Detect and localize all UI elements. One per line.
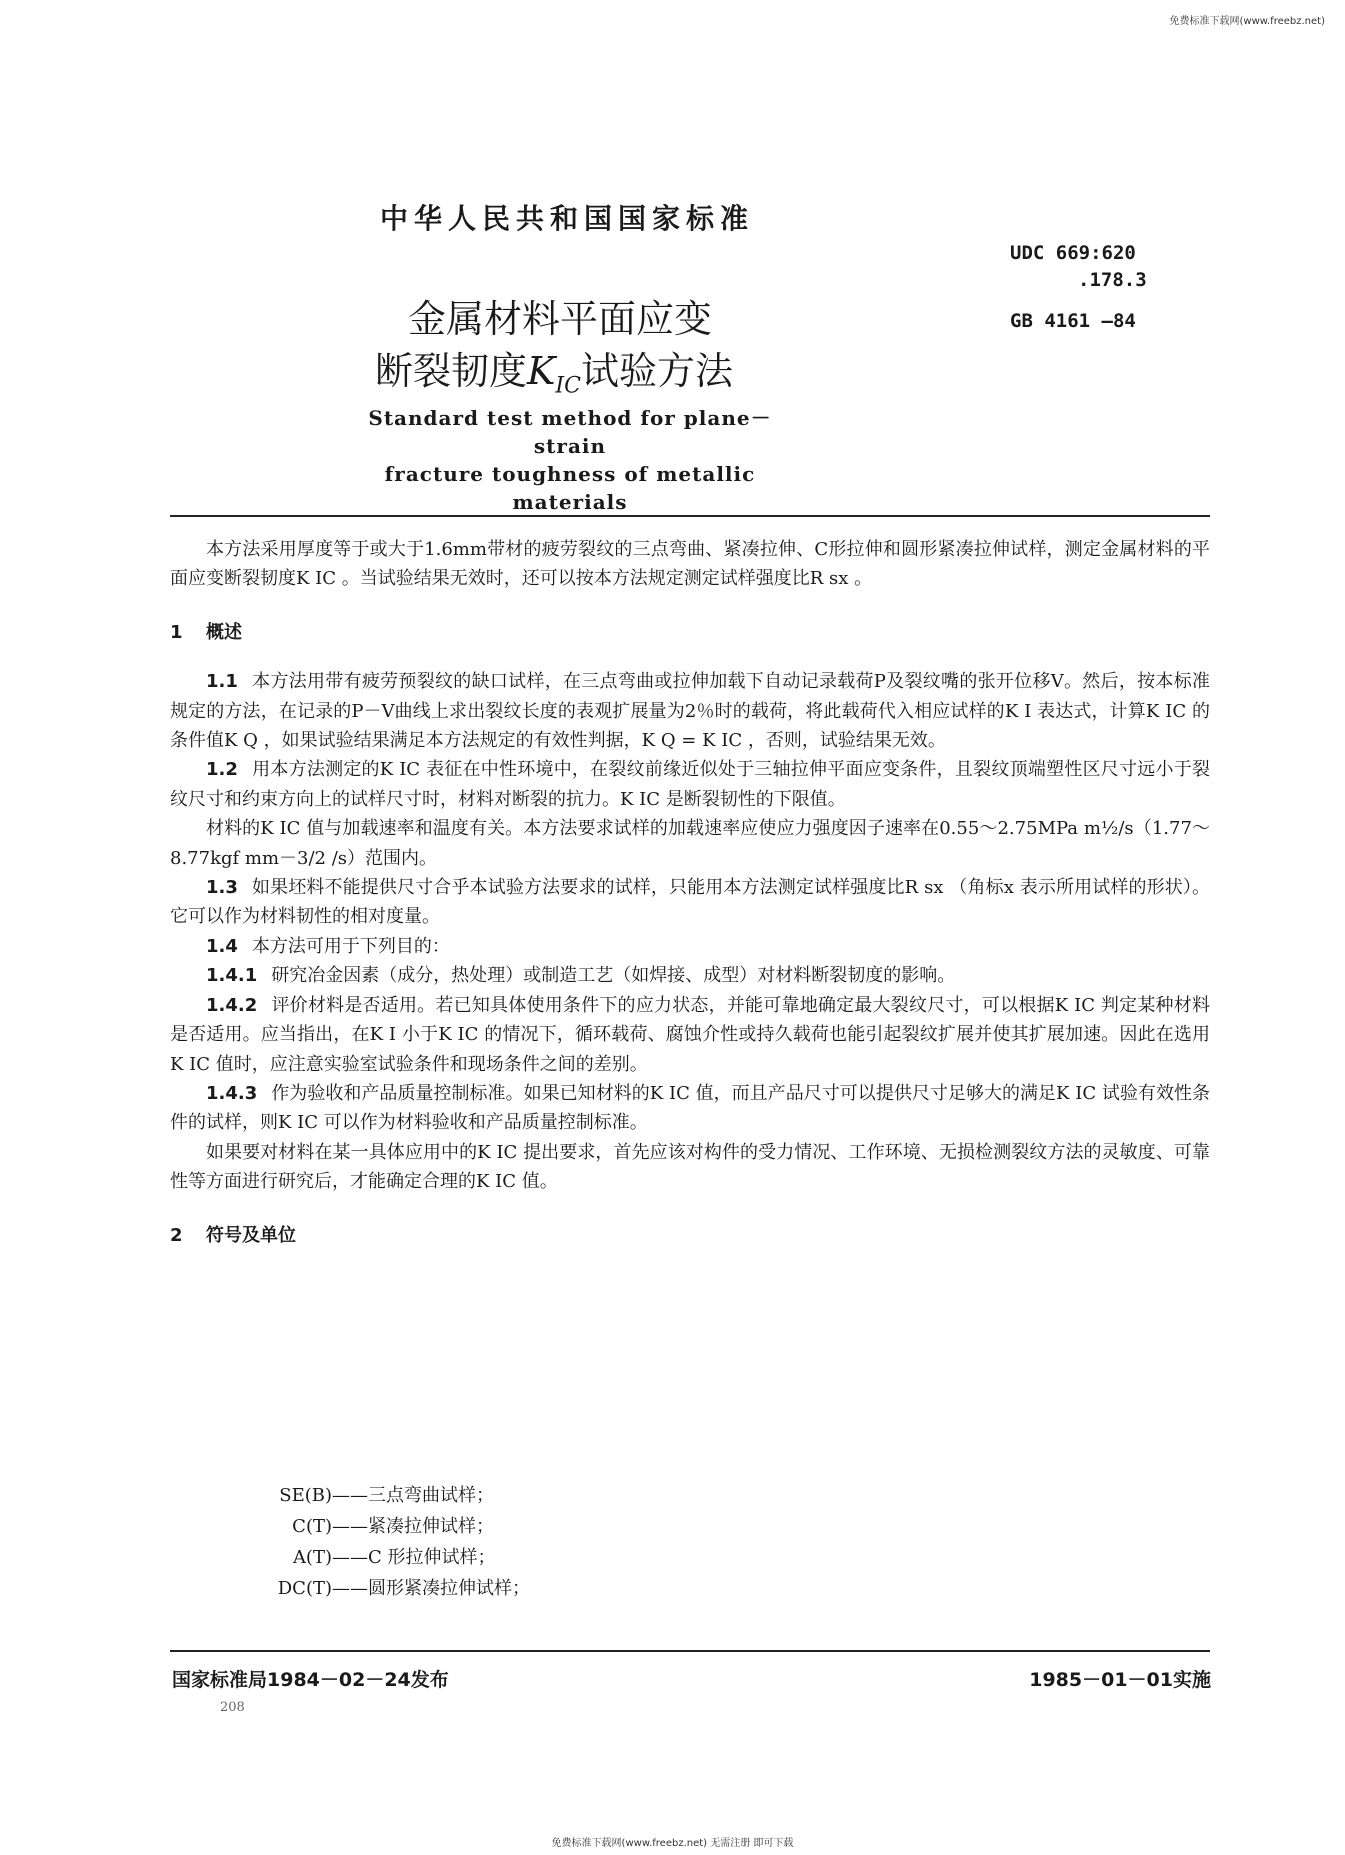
footer-divider (170, 1650, 1210, 1652)
section-1-title: 概述 (206, 621, 242, 643)
udc-code (1010, 240, 1147, 294)
symbol-item: SE(B)——三点弯曲试样； (279, 1485, 494, 1506)
clause-1-1: 1.1 本方法用带有疲劳预裂纹的缺口试样，在三点弯曲或拉伸加载下自动记录载荷P及裂纹嘴的张开位移V。然后，按本标准规定的方法，在记录的P－V曲线上求出裂纹长度的表观扩展量为2％时的载荷，将此载荷代入相应试样的K I 表达式，计算K IC 的条件值K Q ，如果试验结果满足本方法规定的有效性判据，K Q = K IC ，否则，试验结果无效。 (170, 671, 1210, 752)
title-line-2 (375, 340, 733, 399)
clause-1-4-3: 1.4.3 作为验收和产品质量控制标准。如果已知材料的K IC 值，而且产品尺寸可以提供尺寸足够大的满足K IC 试验有效性条件的试样，则K IC 可以作为材料验收和产品质量控制标准。 (170, 1082, 1210, 1134)
clause-1-2-continued: 材料的K IC 值与加载速率和温度有关。本方法要求试样的加载速率应使应力强度因子速率在0.55～2.75MPa m½/s（1.77～8.77kgf mm－3/2 /s）范围内。 (170, 818, 1210, 869)
country-standard-heading: 中华人民共和国国家标准 (380, 202, 755, 235)
symbol-item: A(T)——C 形拉伸试样； (292, 1547, 496, 1568)
page-number: 208 (220, 1700, 245, 1715)
clause-1-3: 1.3 如果坯料不能提供尺寸合乎本试验方法要求的试样，只能用本方法测定试样强度比R sx （角标x 表示所用试样的形状）。它可以作为材料韧性的相对度量。 (170, 877, 1210, 928)
issue-date: 国家标准局1984－02－24发布 (172, 1669, 449, 1691)
title-kic-symbol: $K_{IC}$ (527, 349, 581, 399)
section-2-number: 2 (170, 1224, 183, 1246)
section-1-number: 1 (170, 621, 183, 643)
english-title-line-1: Standard test method for plane－strain (368, 406, 772, 458)
section-1-heading (170, 618, 1210, 647)
clause-1-4-3-continued: 如果要对材料在某一具体应用中的K IC 提出要求，首先应该对构件的受力情况、工作环境、无损检测裂纹方法的灵敏度、可靠性等方面进行研究后，才能确定合理的K IC 值。 (170, 1141, 1210, 1193)
section-2-title: 符号及单位 (206, 1224, 296, 1246)
watermark-top: 免费标准下载网(www.freebz.net) (1169, 16, 1325, 27)
clause-1-4-1: 1.4.1 研究冶金因素（成分，热处理）或制造工艺（如焊接、成型）对材料断裂韧度的影响。 (206, 965, 956, 987)
title-line-1: 金属材料平面应变 (408, 297, 713, 341)
section-2-heading (170, 1221, 1210, 1250)
intro-paragraph: 本方法采用厚度等于或大于1.6mm带材的疲劳裂纹的三点弯曲、紧凑拉伸、C形拉伸和圆形紧凑拉伸试样，测定金属材料的平面应变断裂韧度K IC 。当试验结果无效时，还可以按本方法规定测定试样强度比R sx 。 (170, 539, 1210, 590)
udc-line-1: UDC 669:620 (1010, 242, 1136, 264)
symbol-item: C(T)——紧凑拉伸试样； (292, 1516, 494, 1537)
clause-1-4: 1.4 本方法可用于下列目的： (206, 935, 450, 957)
title-line-2-pre: 断裂韧度 (375, 349, 528, 393)
document-body (170, 535, 1210, 1270)
clause-1-2: 1.2 用本方法测定的K IC 表征在中性环境中，在裂纹前缘近似处于三轴拉伸平面应变条件，且裂纹顶端塑性区尺寸远小于裂纹尺寸和约束方向上的试样尺寸时，材料对断裂的抗力。K IC 是断裂韧性的下限值。 (170, 759, 1210, 810)
clause-1-4-2: 1.4.2 评价材料是否适用。若已知具体使用条件下的应力状态，并能可靠地确定最大裂纹尺寸，可以根据K IC 判定某种材料是否适用。应当指出，在K I 小于K IC 的情况下，循环载荷、腐蚀介性或持久载荷也能引起裂纹扩展并使其扩展加速。因此在选用K IC 值时，应注意实验室试验条件和现场条件之间的差别。 (170, 994, 1210, 1075)
gb-code: GB 4161 —84 (1010, 310, 1136, 332)
effective-date: 1985－01－01实施 (1029, 1669, 1211, 1691)
english-title-line-2: fracture toughness of metallic materials (384, 462, 756, 514)
udc-line-2: .178.3 (1078, 269, 1147, 291)
symbol-list (222, 1480, 530, 1604)
title-line-2-post: 试验方法 (580, 349, 733, 393)
header-divider (170, 515, 1210, 517)
english-title (350, 404, 790, 516)
symbol-item: DC(T)——圆形紧凑拉伸试样； (277, 1578, 530, 1599)
watermark-bottom: 免费标准下载网(www.freebz.net) 无需注册 即可下载 (551, 1838, 794, 1849)
